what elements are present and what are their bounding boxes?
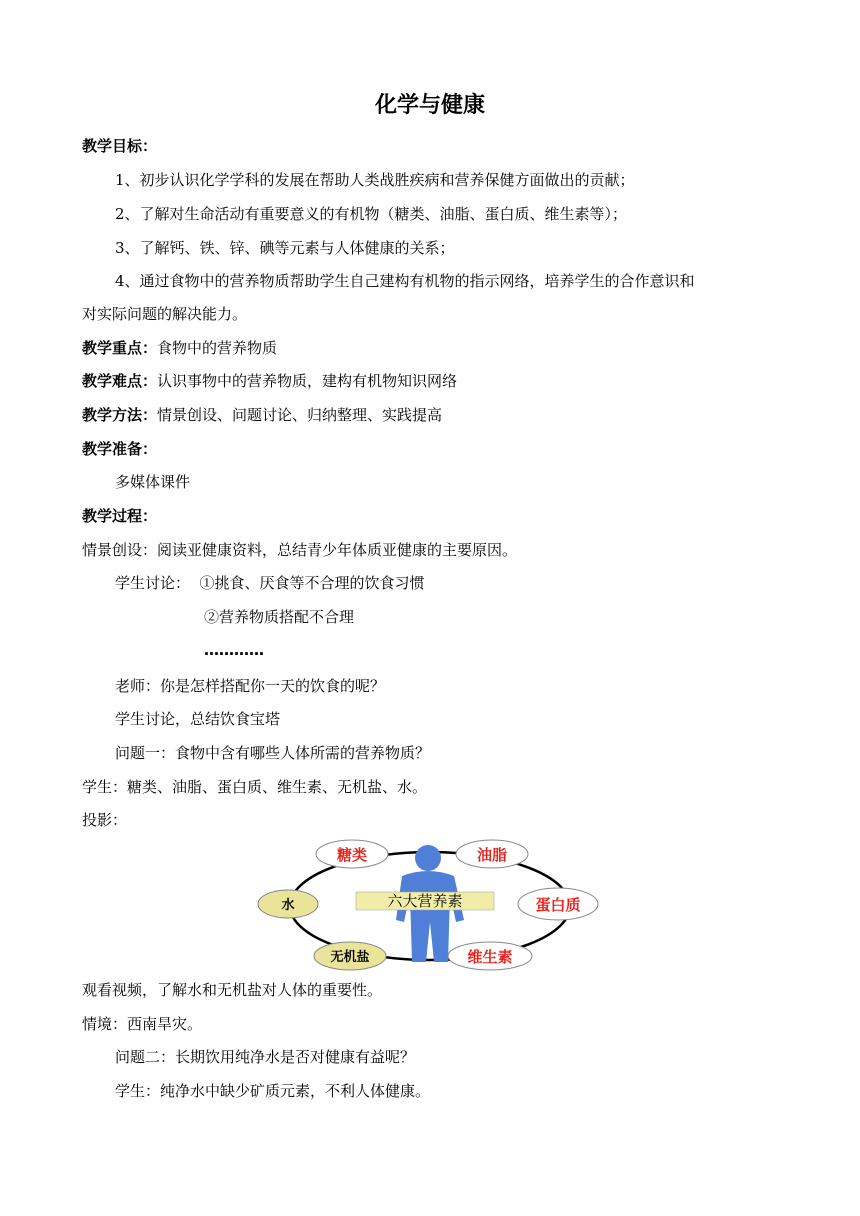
objective-item: 3、了解钙、铁、锌、碘等元素与人体健康的关系； xyxy=(115,239,455,257)
node-label: 水 xyxy=(281,898,295,913)
objective-item: 4、通过食物中的营养物质帮助学生自己建构有机物的指示网络，培养学生的合作意识和 xyxy=(115,272,695,290)
objectives-heading: 教学目标： xyxy=(82,137,158,155)
node-tanglei xyxy=(316,840,388,868)
process-line: ②营养物质搭配不合理 xyxy=(204,608,355,626)
preparation-text: 多媒体课件 xyxy=(115,473,191,491)
objective-item: 2、了解对生命活动有重要意义的有机物（糖类、油脂、蛋白质、维生素等）； xyxy=(115,205,628,223)
node-label: 蛋白质 xyxy=(535,896,581,914)
difficulty-line xyxy=(82,371,800,391)
node-label: 无机盐 xyxy=(330,950,370,965)
process-line: 问题一：食物中含有哪些人体所需的营养物质？ xyxy=(115,744,431,762)
process-line: 学生讨论，总结饮食宝塔 xyxy=(115,710,281,728)
process-heading: 教学过程： xyxy=(82,507,158,525)
process-line: 观看视频，了解水和无机盐对人体的重要性。 xyxy=(82,981,383,999)
node-weishengsu xyxy=(448,942,532,970)
document-title: 化学与健康 xyxy=(374,93,485,118)
key-point-line xyxy=(82,338,800,358)
process-line: 学生讨论： ①挑食、厌食等不合理的饮食习惯 xyxy=(115,574,425,592)
process-line: 学生：糖类、油脂、蛋白质、维生素、无机盐、水。 xyxy=(82,778,428,796)
key-point-text: 食物中的营养物质 xyxy=(157,339,278,357)
preparation-heading: 教学准备： xyxy=(82,440,158,458)
key-point-label: 教学重点： xyxy=(82,339,158,357)
process-line: 老师：你是怎样搭配你一天的饮食的呢？ xyxy=(115,677,386,695)
objective-item-continuation: 对实际问题的解决能力。 xyxy=(82,305,248,323)
node-youzhi xyxy=(456,840,528,868)
difficulty-text: 认识事物中的营养物质，建构有机物知识网络 xyxy=(157,372,458,390)
method-label: 教学方法： xyxy=(82,406,158,424)
nutrients-diagram xyxy=(250,836,610,972)
objective-item: 1、初步认识化学学科的发展在帮助人类战胜疾病和营养保健方面做出的贡献； xyxy=(115,171,635,189)
node-shui xyxy=(258,890,318,918)
method-text: 情景创设、问题讨论、归纳整理、实践提高 xyxy=(157,406,443,424)
center-label: 六大营养素 xyxy=(387,892,463,910)
process-line: 学生：纯净水中缺少矿质元素，不利人体健康。 xyxy=(115,1082,431,1100)
node-wujiyan xyxy=(314,942,386,970)
process-line: ………… xyxy=(204,641,264,659)
node-label: 糖类 xyxy=(336,846,368,864)
process-line: 情境：西南旱灾。 xyxy=(82,1015,203,1033)
node-label: 油脂 xyxy=(476,846,508,864)
process-line: 问题二：长期饮用纯净水是否对健康有益呢？ xyxy=(115,1048,416,1066)
process-line: 投影： xyxy=(82,811,128,829)
node-danbaizhi xyxy=(518,888,598,920)
method-line xyxy=(82,405,800,425)
node-label: 维生素 xyxy=(467,948,513,966)
process-line: 情景创设：阅读亚健康资料，总结青少年体质亚健康的主要原因。 xyxy=(82,541,518,559)
difficulty-label: 教学难点： xyxy=(82,372,158,390)
